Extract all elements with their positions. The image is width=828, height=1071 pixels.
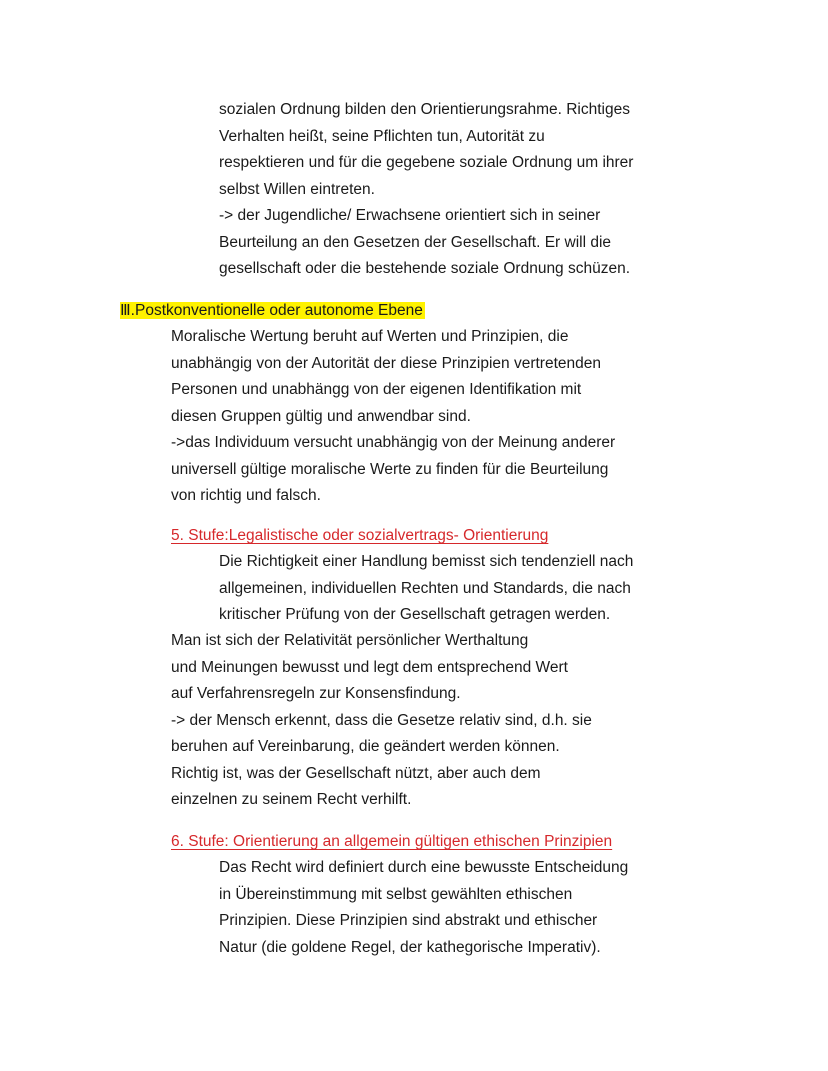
paragraph-stage6-indented bbox=[219, 855, 628, 961]
stage5-heading bbox=[171, 523, 548, 550]
paragraph-stage5-body bbox=[171, 628, 592, 814]
text-line: Beurteilung an den Gesetzen der Gesellschaft. Er will die bbox=[219, 233, 612, 251]
text-line: sozialen Ordnung bilden den Orientierungsrahme. Richtiges bbox=[219, 101, 630, 118]
text-line: einzelnen zu seinem Recht verhilft. bbox=[171, 791, 412, 808]
text-line: Personen und unabhängg von der eigenen Identifikation mit bbox=[171, 381, 582, 398]
stage6-heading-text: 6. Stufe: Orientierung an allgemein gültigen ethischen Prinzipien bbox=[171, 833, 613, 850]
text-line: in Übereinstimmung mit selbst gewählten ethischen bbox=[219, 885, 573, 903]
text-line: Verhalten heißt, seine Pflichten tun, Autorität zu bbox=[219, 127, 545, 145]
text-line: respektieren und für die gegebene soziale Ordnung um ihrer bbox=[219, 154, 634, 171]
text-line: universell gültige moralische Werte zu finden für die Beurteilung bbox=[171, 460, 609, 478]
text-line: kritischer Prüfung von der Gesellschaft getragen werden. bbox=[219, 606, 611, 623]
text-line: unabhängig von der Autorität der diese Prinzipien vertretenden bbox=[171, 354, 601, 372]
paragraph-level3-description bbox=[171, 324, 615, 510]
text-line: Die Richtigkeit einer Handlung bemisst sich tendenziell nach bbox=[219, 553, 634, 570]
text-line: Man ist sich der Relativität persönlicher Werthaltung bbox=[171, 632, 529, 649]
level3-heading bbox=[120, 298, 425, 325]
text-line: Prinzipien. Diese Prinzipien sind abstrakt und ethischer bbox=[219, 912, 598, 929]
text-line: Moralische Wertung beruht auf Werten und Prinzipien, die bbox=[171, 328, 569, 345]
text-line: gesellschaft oder die bestehende soziale Ordnung schüzen. bbox=[219, 260, 631, 277]
text-line: und Meinungen bewusst und legt dem entsprechend Wert bbox=[171, 658, 568, 676]
text-line: auf Verfahrensregeln zur Konsensfindung. bbox=[171, 685, 461, 702]
paragraph-stage5-indented bbox=[219, 549, 633, 629]
text-line: von richtig und falsch. bbox=[171, 487, 321, 504]
text-line: -> der Mensch erkennt, dass die Gesetze relativ sind, d.h. sie bbox=[171, 711, 592, 729]
stage5-heading-text: 5. Stufe:Legalistische oder sozialvertrags- Orientierung bbox=[171, 527, 549, 544]
text-line: diesen Gruppen gültig und anwendbar sind. bbox=[171, 407, 471, 425]
text-line: allgemeinen, individuellen Rechten und Standards, die nach bbox=[219, 579, 631, 597]
paragraph-stage4-continuation bbox=[219, 97, 633, 283]
text-line: -> der Jugendliche/ Erwachsene orientiert sich in seiner bbox=[219, 207, 601, 224]
stage6-heading bbox=[171, 829, 612, 856]
text-line: Natur (die goldene Regel, der kathegorische Imperativ). bbox=[219, 938, 601, 956]
text-line: ->das Individuum versucht unabhängig von der Meinung anderer bbox=[171, 434, 616, 451]
text-line: Richtig ist, was der Gesellschaft nützt, aber auch dem bbox=[171, 764, 541, 782]
highlighted-heading-text: Ⅲ.Postkonventionelle oder autonome Ebene bbox=[120, 302, 423, 319]
text-line: Das Recht wird definiert durch eine bewusste Entscheidung bbox=[219, 859, 629, 876]
text-line: beruhen auf Vereinbarung, die geändert werden können. bbox=[171, 738, 560, 755]
text-line: selbst Willen eintreten. bbox=[219, 180, 375, 198]
